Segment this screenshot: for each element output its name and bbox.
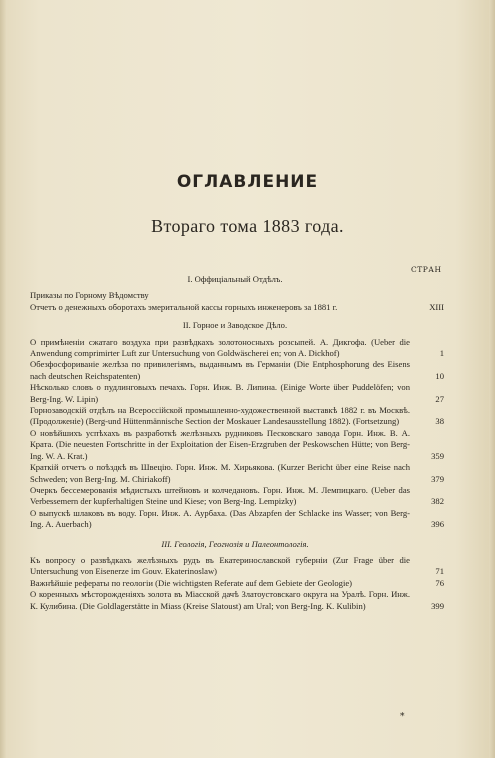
section-heading: I. Оффиціальный Отдѣлъ.	[187, 274, 283, 284]
toc-entry	[30, 462, 444, 485]
entry-title: Краткій отчетъ о поѣздкѣ въ Швецію. Горн. Инж. М. Хирьякова. (Kurzer Bericht über eine Reise nach Schweden; von Berg-Ing. M. Chiriakoff)	[30, 462, 410, 484]
section-spacer	[30, 531, 440, 539]
toc-entry	[30, 427, 444, 462]
entry-page-number: 379	[431, 473, 444, 484]
entry-page-number: 76	[435, 577, 444, 588]
section-heading: II. Горное и Заводское Дѣло.	[182, 320, 288, 331]
entry-page-number: 396	[431, 519, 444, 530]
page-column-header: СТРАН	[411, 265, 442, 274]
table-of-contents	[30, 274, 444, 612]
footer-mark: *	[400, 712, 405, 722]
entry-title: Очеркъ бессемерованія мѣдистыхъ штейновъ и колчедановъ. Горн. Инж. М. Лемпицкаго. (Ueber das Verbessemern der kupferhaltigen Steine und Kiese; von Berg-Ing. Lempizky)	[30, 484, 410, 507]
entry-title: О примѣненіи сжатаго воздуха при развѣдкахъ золотоносныхъ розсыпей. А. Дикгофа. (Ueber die Anwendung comprimirter Luft zur Untersuchung von Goldwäscherei en; von A. Dickhof)	[30, 336, 410, 359]
toc-entry	[30, 359, 444, 382]
entry-title: Важнѣйшіе рефераты по геологіи (Die wichtigsten Referate auf dem Gebiete der Geologie)	[30, 577, 353, 588]
toc-entry	[30, 382, 444, 405]
entry-page-number: 71	[435, 566, 444, 577]
toc-entry	[30, 301, 444, 313]
page-subtitle: Втораго тома 1883 года.	[151, 216, 344, 236]
section-heading: III. Геологія, Геогнозія и Палеонтологія.	[161, 538, 309, 549]
toc-entry	[30, 336, 444, 360]
entry-page-number: 27	[435, 393, 444, 404]
entry-page-number: 38	[435, 416, 444, 427]
toc-section	[30, 274, 444, 313]
entry-page-number: 359	[431, 450, 444, 461]
toc-entry	[30, 577, 444, 589]
entry-title: О коренныхъ мѣсторожденіяхъ золота въ Міасской дачѣ Златоустовскаго округа на Уралѣ. Горн. Инж. К. Кулибина. (Die Goldlagerstätte in Miass (Kreise Slatoust) am Ural; von Berg-Ing. K. Kulibin)	[30, 589, 410, 611]
entry-title: Отчетъ о денежныхъ оборотахъ эмеритальной кассы горныхъ инженеровъ за 1881 г.	[30, 301, 338, 312]
entry-page-number: 1	[439, 348, 444, 359]
toc-entry	[30, 290, 440, 301]
entry-title: О выпускѣ шлаковъ въ воду. Горн. Инж. А. Аурбаха. (Das Abzapfen der Schlacke ins Wasser; von Berg-Ing. A. Auerbach)	[30, 507, 410, 530]
entry-title: Обезфосфориваніе желѣза по привилегіямъ, выданнымъ въ Германіи (Die Entphosphorung des Eisens nach deutschen Reichspatenten)	[30, 359, 410, 381]
toc-entry	[30, 484, 444, 508]
entry-page-number: 10	[435, 370, 444, 381]
section-spacer	[30, 313, 440, 320]
entry-title: Горнозаводскій отдѣлъ на Всероссійской промышленно-художественной выставкѣ 1882 г. въ Москвѣ. (Продолженіе) (Berg-und Hüttenmännische Section der Moskauer Landesausstellung 1882). (Fortsetzung)	[30, 405, 410, 427]
entry-title: Нѣсколько словъ о пудлинговыхъ печахъ. Горн. Инж. В. Липина. (Einige Worte über Puddelöfen; von Berg-Ing. W. Lipin)	[30, 382, 410, 404]
entry-title: Приказы по Горному Вѣдомству	[30, 290, 149, 301]
entry-title: Къ вопросу о развѣдкахъ желѣзныхъ рудъ въ Екатеринославской губерніи (Zur Frage über die Untersuchung von Eisenerze im Gouv. Ekaterinoslaw)	[30, 554, 410, 577]
toc-section	[30, 538, 444, 612]
entry-page-number: XIII	[429, 301, 444, 312]
toc-section	[30, 320, 444, 530]
page-title: ОГЛАВЛЕНИЕ	[176, 172, 319, 192]
entry-page-number: 399	[431, 600, 444, 611]
toc-entry	[30, 554, 444, 578]
toc-entry	[30, 507, 444, 531]
page-edge-left	[0, 0, 6, 758]
page-edge-right	[489, 0, 495, 758]
entry-page-number: 382	[431, 496, 444, 507]
toc-entry	[30, 405, 444, 428]
entry-title: О новѣйшихъ успѣхахъ въ разработкѣ желѣзныхъ рудниковъ Песковскаго завода Горн. Инж. В. А. Крата. (Die neuesten Fortschritte in der Exploitation der Eisen-Erzgruben der Peskowschen Hütte; von Berg-Ing. W. A. Krat.)	[30, 427, 410, 461]
toc-entry	[30, 589, 444, 612]
